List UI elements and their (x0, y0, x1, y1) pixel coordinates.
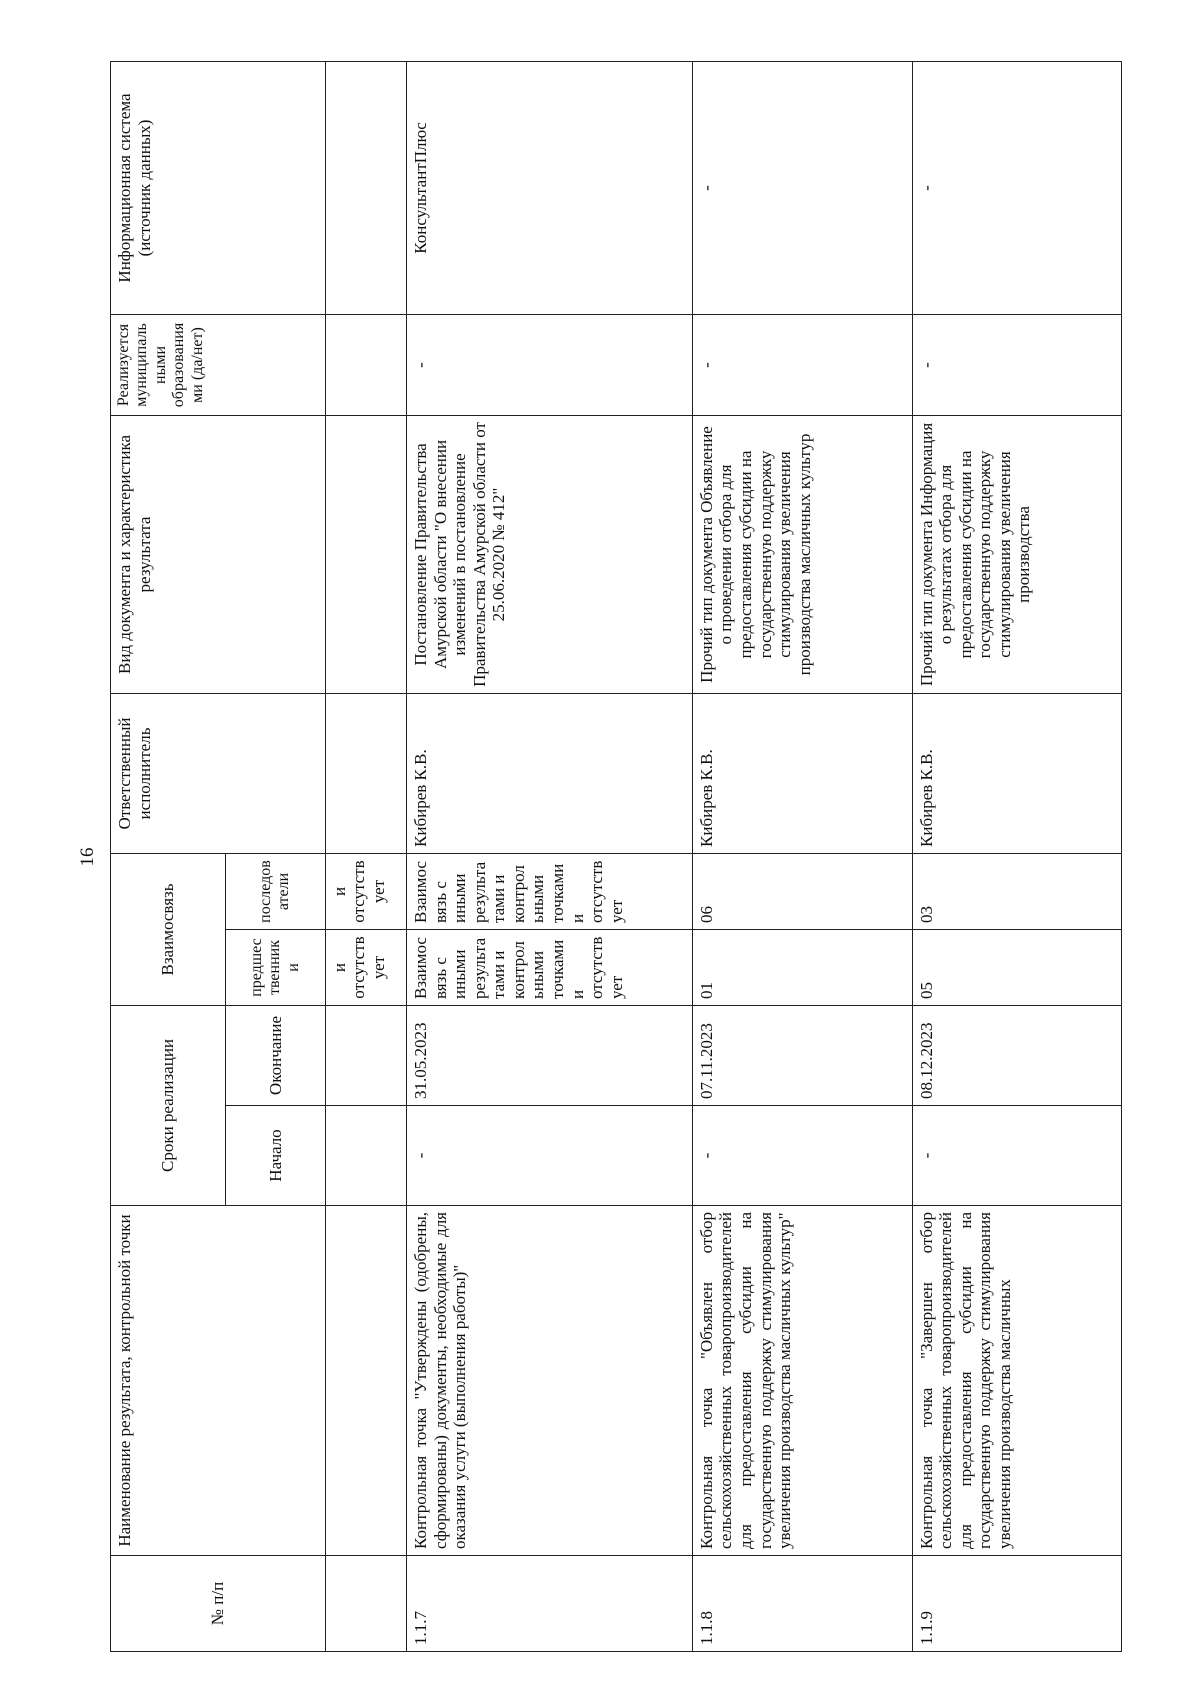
carry-pred-cell: и отсутствует (325, 930, 407, 1006)
header-successors: последователи (226, 853, 325, 929)
row-info-system: КонсультантПлюс (407, 61, 693, 314)
row-responsible: Кибирев К.В. (407, 693, 693, 853)
header-start: Начало (226, 1106, 325, 1206)
row-start: - (692, 1106, 912, 1206)
header-info-system: Информационная система (источник данных) (111, 61, 326, 314)
row-start: - (407, 1106, 693, 1206)
row-pred: 05 (912, 930, 1121, 1006)
row-name: Контрольная точка "Утверждены (одобрены, сформированы) документы, необходимые для оказания услуги (выполнения работы)" (407, 1206, 693, 1556)
header-name: Наименование результата, контрольной точки (111, 1206, 326, 1556)
header-row-1 (111, 61, 226, 1651)
header-municipal: Реализуется муниципальными образованиями (да/нет) (111, 314, 326, 415)
row-end: 31.05.2023 (407, 1006, 693, 1106)
header-link: Взаимосвязь (111, 853, 226, 1005)
row-info-system: - (692, 61, 912, 314)
row-name: Контрольная точка "Объявлен отбор сельскохозяйственных товаропроизводителей для предоставления субсидии на государственную поддержку стимулирования увеличения производства масличных культур" (692, 1206, 912, 1556)
table-row (407, 61, 693, 1651)
row-responsible: Кибирев К.В. (912, 693, 1121, 853)
header-predecessors: предшественники (226, 930, 325, 1006)
row-succ: 06 (692, 853, 912, 929)
row-document: Постановление Правительства Амурской области "О внесении изменений в постановление Правительства Амурской области от 25.06.2020 № 412" (407, 415, 693, 693)
row-end: 08.12.2023 (912, 1006, 1121, 1106)
row-municipal: - (912, 314, 1121, 415)
row-succ: Взаимосвязь с иными результатами и контрольными точками и отсутствует (407, 853, 693, 929)
row-info-system: - (912, 61, 1121, 314)
results-table (110, 61, 1122, 1652)
carry-succ-cell: и отсутствует (325, 853, 407, 929)
row-num: 1.1.9 (912, 1556, 1121, 1652)
rotated-table-container (110, 62, 1122, 1652)
row-name: Контрольная точка "Завершен отбор сельскохозяйственных товаропроизводителей для предоставления субсидии на государственную поддержку стимулирования увеличения производства масличных (912, 1206, 1121, 1556)
header-document: Вид документа и характеристика результата (111, 415, 326, 693)
row-municipal: - (407, 314, 693, 415)
row-responsible: Кибирев К.В. (692, 693, 912, 853)
row-num: 1.1.7 (407, 1556, 693, 1652)
table-row (692, 61, 912, 1651)
row-end: 07.11.2023 (692, 1006, 912, 1106)
table-row (912, 61, 1121, 1651)
row-pred: Взаимосвязь с иными результатами и контрольными точками и отсутствует (407, 930, 693, 1006)
carry-over-row (325, 61, 407, 1651)
page-number: 16 (77, 847, 98, 867)
row-num: 1.1.8 (692, 1556, 912, 1652)
header-responsible: Ответственный исполнитель (111, 693, 326, 853)
header-num: № п/п (111, 1556, 326, 1652)
header-terms: Сроки реализации (111, 1006, 226, 1206)
row-document: Прочий тип документа Информация о результатах отбора для предоставления субсидии на государственную поддержку стимулирования увеличения производства (912, 415, 1121, 693)
row-start: - (912, 1106, 1121, 1206)
row-pred: 01 (692, 930, 912, 1006)
row-municipal: - (692, 314, 912, 415)
row-document: Прочий тип документа Объявление о проведении отбора для предоставления субсидии на государственную поддержку стимулирования увеличения производства масличных культур (692, 415, 912, 693)
header-end: Окончание (226, 1006, 325, 1106)
row-succ: 03 (912, 853, 1121, 929)
